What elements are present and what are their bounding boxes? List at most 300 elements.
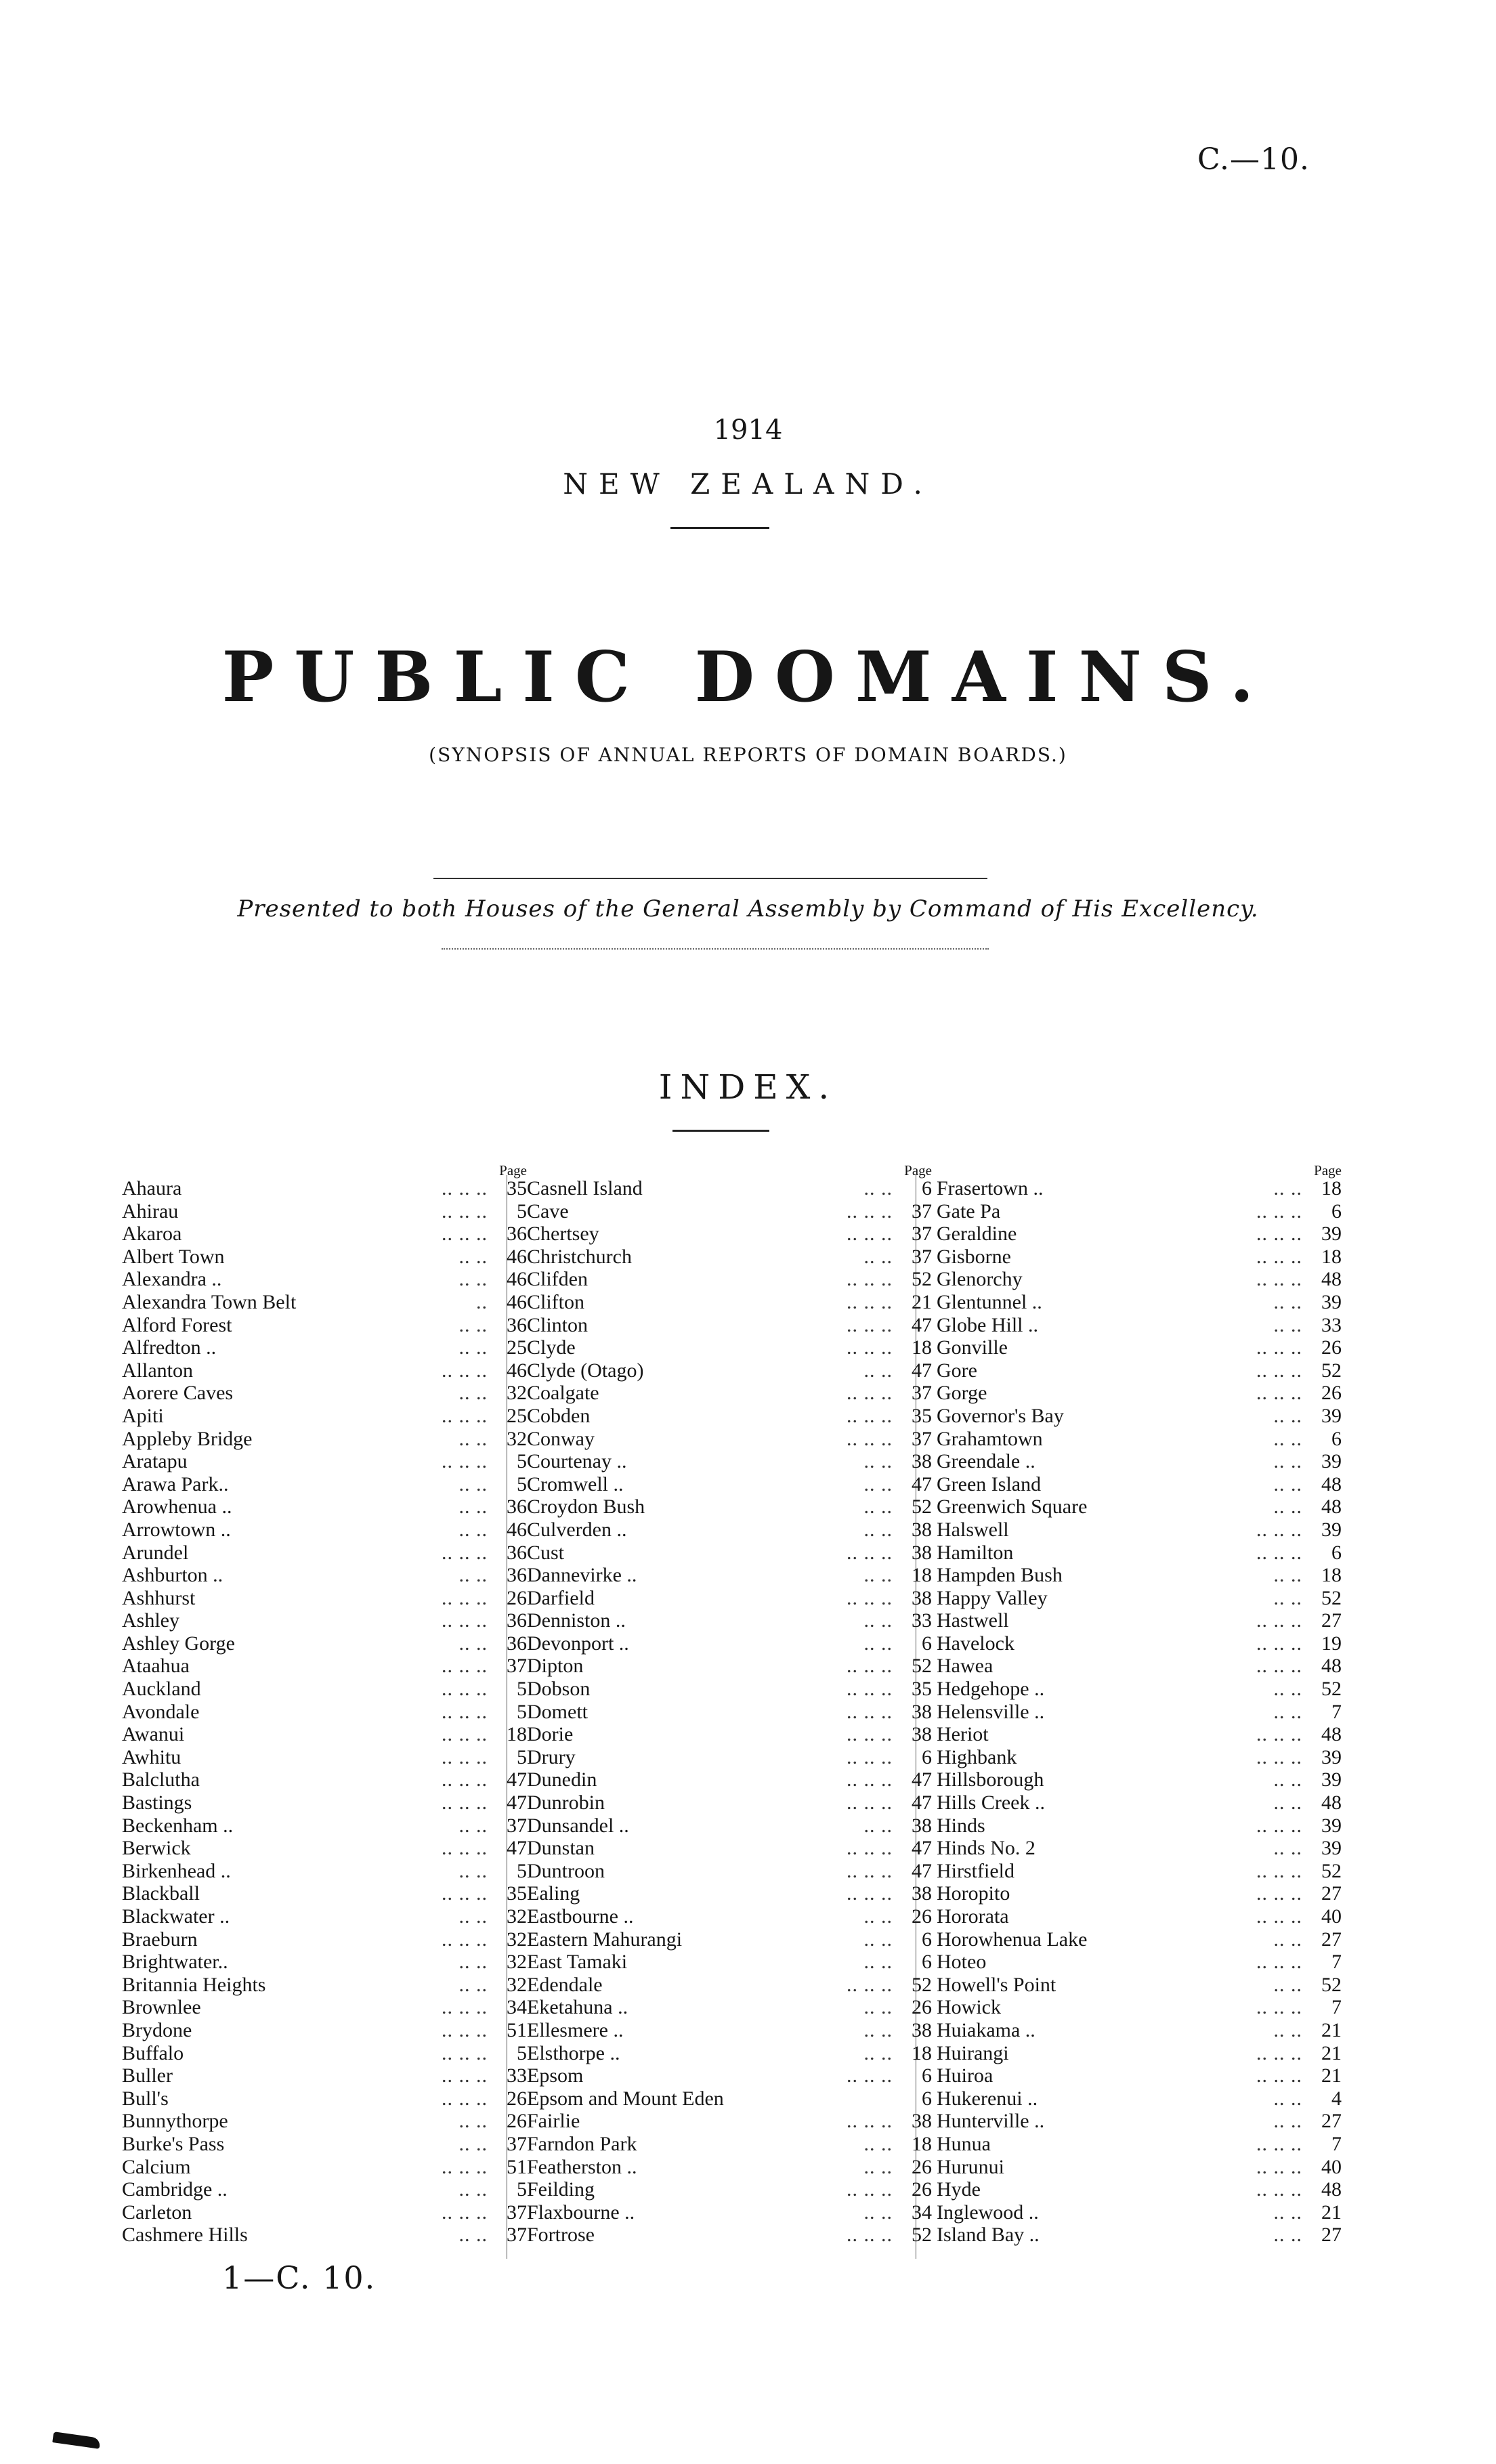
entry-name: Fortrose [527,2224,595,2247]
leader-dots: .. .. .. [442,2155,488,2178]
leader-dots: .. .. [863,1814,893,1837]
leader-dots: .. .. .. [442,1223,488,1246]
index-entry [937,1450,1343,1473]
entry-page: 18 [1321,1245,1342,1268]
entry-name: Devonport .. [527,1632,629,1655]
entry-page: 38 [912,1541,932,1564]
entry-page: 36 [507,1313,527,1336]
leader-dots: .. .. [458,1951,488,1974]
index-entry [937,2178,1343,2201]
entry-name: Drury [527,1745,576,1768]
leader-dots: .. .. .. [847,1768,893,1791]
entry-name: Awhitu [122,1745,181,1768]
page-title: PUBLIC DOMAINS. [221,637,1275,718]
entry-page: 6 [922,1177,932,1199]
index-entry [937,1632,1343,1655]
leader-dots: .. .. [458,1382,488,1405]
entry-page: 48 [1321,1495,1342,1518]
index-entry [937,1768,1343,1791]
leader-dots: .. .. .. [1256,1859,1302,1882]
entry-name: Alfredton .. [122,1336,217,1359]
presented-line: Presented to both Houses of the General Assembly by Command of His Excellency. [237,895,1259,922]
index-entry [122,1905,528,1928]
entry-name: Darfield [527,1586,595,1609]
leader-dots: .. .. .. [442,1655,488,1678]
leader-dots: .. .. .. [1256,1632,1302,1655]
entry-name: Gonville [937,1336,1008,1359]
entry-page: 32 [507,1427,527,1450]
entry-page: 5 [517,1745,527,1768]
index-entry [527,2133,933,2156]
index-entry [937,1359,1343,1382]
entry-name: Alexandra .. [122,1268,222,1291]
entry-name: Domett [527,1700,588,1723]
entry-page: 38 [912,1723,932,1746]
leader-dots: .. .. [1273,2224,1302,2247]
leader-dots: .. .. [863,1450,893,1473]
entry-name: Howell's Point [937,1973,1056,1996]
entry-name: Buller [122,2064,173,2087]
index-entry [122,2019,528,2042]
entry-page: 21 [1321,2201,1342,2224]
leader-dots: .. .. .. [847,1973,893,1996]
entry-name: Aratapu [122,1450,188,1473]
entry-name: Cromwell .. [527,1472,624,1495]
leader-dots: .. .. [1273,2110,1302,2133]
entry-page: 18 [1321,1177,1342,1199]
entry-name: Happy Valley [937,1586,1048,1609]
index-entry [937,1587,1343,1610]
entry-name: Grahamtown [937,1427,1043,1450]
entry-name: Bastings [122,1791,192,1814]
entry-page: 32 [507,1928,527,1951]
entry-page: 35 [912,1678,932,1701]
entry-name: Clinton [527,1313,589,1336]
entry-name: Clyde (Otago) [527,1359,644,1382]
entry-name: Hurunui [937,2155,1004,2178]
entry-name: Heriot [937,1723,989,1746]
entry-page: 47 [912,1791,932,1814]
entry-page: 37 [507,2224,527,2247]
entry-name: Havelock [937,1632,1014,1655]
leader-dots: .. .. .. [847,1382,893,1405]
index-entry [122,1405,528,1428]
entry-page: 26 [912,1996,932,2019]
leader-dots: .. .. [458,1427,488,1450]
leader-dots: .. .. [1273,1177,1302,1199]
entry-page: 39 [1321,1290,1342,1313]
entry-page: 7 [1331,1951,1342,1974]
leader-dots: .. .. [458,1472,488,1495]
leader-dots: .. .. .. [442,1359,488,1382]
leader-dots: .. .. .. [442,1996,488,2019]
leader-dots: .. .. [458,1245,488,1268]
entry-page: 46 [507,1518,527,1541]
entry-page: 38 [912,2110,932,2133]
entry-name: Arundel [122,1541,189,1564]
leader-dots: .. .. .. [847,1745,893,1768]
leader-dots: .. .. .. [1256,1723,1302,1746]
entry-name: Brownlee [122,1996,201,2019]
leader-dots: .. .. [863,2155,893,2178]
entry-name: Hunterville .. [937,2110,1045,2133]
entry-page: 39 [1321,1837,1342,1860]
entry-name: Huiroa [937,2064,993,2087]
leader-dots: .. .. [1273,1791,1302,1814]
entry-name: Dunstan [527,1837,595,1860]
entry-name: Conway [527,1427,595,1450]
entry-name: Arrowtown .. [122,1518,231,1541]
index-entry [937,1200,1343,1223]
entry-name: Hukerenui .. [937,2087,1038,2110]
entry-name: Gisborne [937,1245,1011,1268]
entry-page: 4 [1331,2087,1342,2110]
entry-name: Cambridge .. [122,2178,228,2201]
entry-name: Howick [937,1996,1001,2019]
entry-page: 37 [507,2132,527,2155]
divider-rule [672,1130,769,1132]
entry-page: 38 [912,1518,932,1541]
index-entry [527,2224,933,2247]
entry-name: Appleby Bridge [122,1427,253,1450]
entry-name: Blackwater .. [122,1905,230,1928]
leader-dots: .. .. [458,2110,488,2133]
entry-name: Dunedin [527,1768,597,1791]
index-entry [527,1428,933,1451]
entry-name: Edendale [527,1973,603,1996]
leader-dots: .. .. .. [442,2064,488,2087]
index-entry [122,1655,528,1678]
index-entry [937,2087,1343,2110]
index-entry [527,1974,933,1997]
index-entry [527,1291,933,1314]
index-entry [937,1291,1343,1314]
index-entry [527,1177,933,1200]
leader-dots: .. .. [1273,1290,1302,1313]
entry-name: Cobden [527,1404,591,1427]
entry-page: 5 [517,1472,527,1495]
entry-name: Duntroon [527,1859,605,1882]
index-entry [937,1268,1343,1291]
entry-page: 37 [912,1199,932,1223]
entry-name: Croydon Bush [527,1495,645,1518]
leader-dots: .. .. .. [1256,1382,1302,1405]
entry-page: 47 [912,1359,932,1382]
entry-page: 38 [912,2018,932,2041]
entry-name: Gate Pa [937,1199,1001,1223]
entry-page: 37 [507,1814,527,1837]
entry-name: Greendale .. [937,1450,1035,1473]
index-entry [937,2224,1343,2247]
entry-name: Hills Creek .. [937,1791,1045,1814]
leader-dots: .. .. .. [1256,1905,1302,1928]
index-entry [937,1791,1343,1814]
entry-page: 47 [912,1313,932,1336]
entry-page: 48 [1321,1723,1342,1746]
entry-name: Casnell Island [527,1177,643,1199]
entry-name: Epsom [527,2064,584,2087]
leader-dots: .. .. .. [442,1723,488,1746]
entry-page: 39 [1321,1745,1342,1768]
index-entry [122,1951,528,1974]
entry-name: Calcium [122,2155,191,2178]
entry-page: 18 [507,1723,527,1746]
index-entry [122,2064,528,2087]
leader-dots: .. .. .. [1256,1609,1302,1632]
leader-dots: .. .. .. [1256,1655,1302,1678]
entry-name: Clyde [527,1336,576,1359]
leader-dots: .. .. [863,1996,893,2019]
index-entry [937,2133,1343,2156]
leader-dots: .. .. [863,1632,893,1655]
leader-dots: .. .. [1273,2018,1302,2041]
entry-name: Avondale [122,1700,200,1723]
index-entry [527,1200,933,1223]
index-entry [122,2110,528,2133]
entry-name: Hinds No. 2 [937,1837,1035,1860]
leader-dots: .. .. .. [847,1837,893,1860]
leader-dots: .. .. [458,1564,488,1587]
entry-page: 32 [507,1905,527,1928]
entry-page: 47 [507,1768,527,1791]
entry-name: Hillsborough [937,1768,1044,1791]
entry-name: Hawea [937,1655,993,1678]
entry-name: Island Bay .. [937,2224,1040,2247]
index-entry [527,1268,933,1291]
entry-name: Berwick [122,1837,191,1860]
entry-page: 27 [1321,1609,1342,1632]
entry-name: Brydone [122,2018,192,2041]
leader-dots: .. .. .. [847,1655,893,1678]
index-entry [937,1314,1343,1337]
entry-page: 35 [507,1177,527,1199]
leader-dots: .. .. [1273,1973,1302,1996]
index-entry [122,1837,528,1860]
entry-name: Christchurch [527,1245,632,1268]
entry-name: Carleton [122,2201,192,2224]
entry-name: Fairlie [527,2110,580,2133]
index-entry [937,1655,1343,1678]
index-entry [122,1359,528,1382]
index-entry [527,1768,933,1791]
index-entry [527,1450,933,1473]
index-entry [937,1609,1343,1632]
leader-dots: .. .. .. [442,1609,488,1632]
entry-page: 18 [912,2041,932,2064]
index-entry [122,1542,528,1565]
entry-name: Featherston .. [527,2155,637,2178]
index-entry [527,1609,933,1632]
leader-dots: .. .. .. [442,1199,488,1223]
entry-page: 33 [1321,1313,1342,1336]
entry-name: Aorere Caves [122,1382,234,1405]
entry-page: 26 [1321,1382,1342,1405]
index-entry [122,1382,528,1405]
leader-dots: .. .. .. [1256,1336,1302,1359]
document-year: 1914 [713,415,783,446]
leader-dots: .. .. .. [847,2178,893,2201]
entry-page: 38 [912,1450,932,1473]
entry-name: Greenwich Square [937,1495,1088,1518]
index-entry [527,1473,933,1496]
entry-name: Geraldine [937,1223,1017,1246]
entry-page: 36 [507,1609,527,1632]
entry-page: 47 [912,1837,932,1860]
page-subtitle: (SYNOPSIS OF ANNUAL REPORTS OF DOMAIN BOARDS.) [429,744,1067,766]
entry-name: Cust [527,1541,565,1564]
index-entry [937,1428,1343,1451]
leader-dots: .. .. .. [1256,1745,1302,1768]
entry-page: 25 [507,1336,527,1359]
index-entry [527,1655,933,1678]
index-entry [527,1837,933,1860]
entry-name: Ataahua [122,1655,190,1678]
index-entry [527,1542,933,1565]
index-entry [122,1246,528,1269]
entry-page: 52 [1321,1859,1342,1882]
leader-dots: .. .. .. [1256,2064,1302,2087]
entry-name: Globe Hill .. [937,1313,1038,1336]
entry-page: 52 [912,1973,932,1996]
document-reference: C.—10. [1197,142,1310,177]
entry-page: 47 [507,1837,527,1860]
leader-dots: .. .. .. [847,1268,893,1291]
entry-page: 52 [1321,1586,1342,1609]
leader-dots: .. .. [863,1472,893,1495]
leader-dots: .. .. .. [1256,2155,1302,2178]
index-entry [527,2042,933,2065]
leader-dots: .. .. [1273,2201,1302,2224]
leader-dots: .. .. .. [442,1882,488,1905]
entry-page: 38 [912,1882,932,1905]
leader-dots: .. .. .. [847,1586,893,1609]
entry-page: 27 [1321,1882,1342,1905]
entry-name: Gorge [937,1382,987,1405]
leader-dots: .. .. .. [847,1791,893,1814]
entry-name: Bull's [122,2087,169,2110]
leader-dots: .. .. [1273,1427,1302,1450]
entry-name: Dunrobin [527,1791,605,1814]
entry-name: Huirangi [937,2041,1009,2064]
entry-name: Balclutha [122,1768,200,1791]
entry-name: Alexandra Town Belt [122,1290,297,1313]
entry-page: 32 [507,1951,527,1974]
page-column-label: Page [904,1162,932,1178]
leader-dots: .. .. .. [847,2064,893,2087]
index-entry [122,1518,528,1542]
index-entry [527,1928,933,1951]
entry-name: Ashburton .. [122,1564,223,1587]
index-entry [937,1495,1343,1518]
index-entry [122,1268,528,1291]
entry-page: 6 [922,1951,932,1974]
entry-page: 37 [912,1382,932,1405]
entry-page: 38 [912,1700,932,1723]
index-entry [122,1177,528,1200]
entry-page: 48 [1321,2178,1342,2201]
entry-page: 39 [1321,1223,1342,1246]
leader-dots: .. .. [1273,1928,1302,1951]
entry-page: 21 [1321,2018,1342,2041]
index-entry [937,2110,1343,2133]
leader-dots: .. .. .. [1256,1996,1302,2019]
leader-dots: .. .. .. [442,2041,488,2064]
entry-page: 39 [1321,1518,1342,1541]
entry-name: East Tamaki [527,1951,628,1974]
index-entry [527,1746,933,1769]
leader-dots: .. .. .. [847,1199,893,1223]
entry-name: Cashmere Hills [122,2224,248,2247]
index-entry [527,1382,933,1405]
leader-dots: .. .. [1273,1450,1302,1473]
leader-dots: .. .. .. [847,2110,893,2133]
leader-dots: .. .. [863,1951,893,1974]
entry-page: 27 [1321,1928,1342,1951]
entry-name: Hampden Bush [937,1564,1063,1587]
leader-dots: .. .. .. [442,1541,488,1564]
leader-dots: .. .. .. [1256,1223,1302,1246]
leader-dots: .. .. [458,1518,488,1541]
index-entry [937,2156,1343,2179]
index-entry [527,1701,933,1724]
leader-dots: .. .. [458,2132,488,2155]
index-entry [527,1678,933,1701]
entry-name: Halswell [937,1518,1009,1541]
entry-name: Auckland [122,1678,201,1701]
leader-dots: .. .. [863,2132,893,2155]
leader-dots: .. .. [1273,1768,1302,1791]
page-column-label: Page [499,1162,527,1178]
index-entry [527,1996,933,2019]
entry-page: 7 [1331,2132,1342,2155]
divider-rule [670,527,769,529]
entry-name: Hororata [937,1905,1009,1928]
entry-name: Brightwater.. [122,1951,228,1974]
index-entry [937,1701,1343,1724]
entry-page: 47 [912,1859,932,1882]
leader-dots: .. .. [458,1632,488,1655]
entry-page: 48 [1321,1268,1342,1291]
index-entry [122,1473,528,1496]
index-entry [122,1678,528,1701]
entry-name: Hastwell [937,1609,1009,1632]
entry-name: Albert Town [122,1245,225,1268]
entry-name: Dipton [527,1655,584,1678]
entry-page: 26 [912,1905,932,1928]
leader-dots: .. .. .. [442,1928,488,1951]
leader-dots: .. .. [458,1313,488,1336]
leader-dots: .. .. .. [1256,2041,1302,2064]
leader-dots: .. .. [863,2041,893,2064]
leader-dots: .. .. [863,1609,893,1632]
entry-page: 40 [1321,1905,1342,1928]
entry-page: 6 [922,2064,932,2087]
entry-name: Burke's Pass [122,2132,225,2155]
entry-name: Chertsey [527,1223,599,1246]
entry-page: 48 [1321,1472,1342,1495]
leader-dots: .. .. .. [847,1541,893,1564]
entry-name: Glentunnel .. [937,1290,1042,1313]
leader-dots: .. .. [863,2201,893,2224]
index-entry [122,2087,528,2110]
entry-name: Inglewood .. [937,2201,1039,2224]
index-entry [122,1746,528,1769]
index-entry [122,1495,528,1518]
leader-dots: .. .. [458,1973,488,1996]
entry-page: 6 [922,2087,932,2110]
entry-name: Britannia Heights [122,1973,266,1996]
leader-dots: .. .. .. [1256,1951,1302,1974]
